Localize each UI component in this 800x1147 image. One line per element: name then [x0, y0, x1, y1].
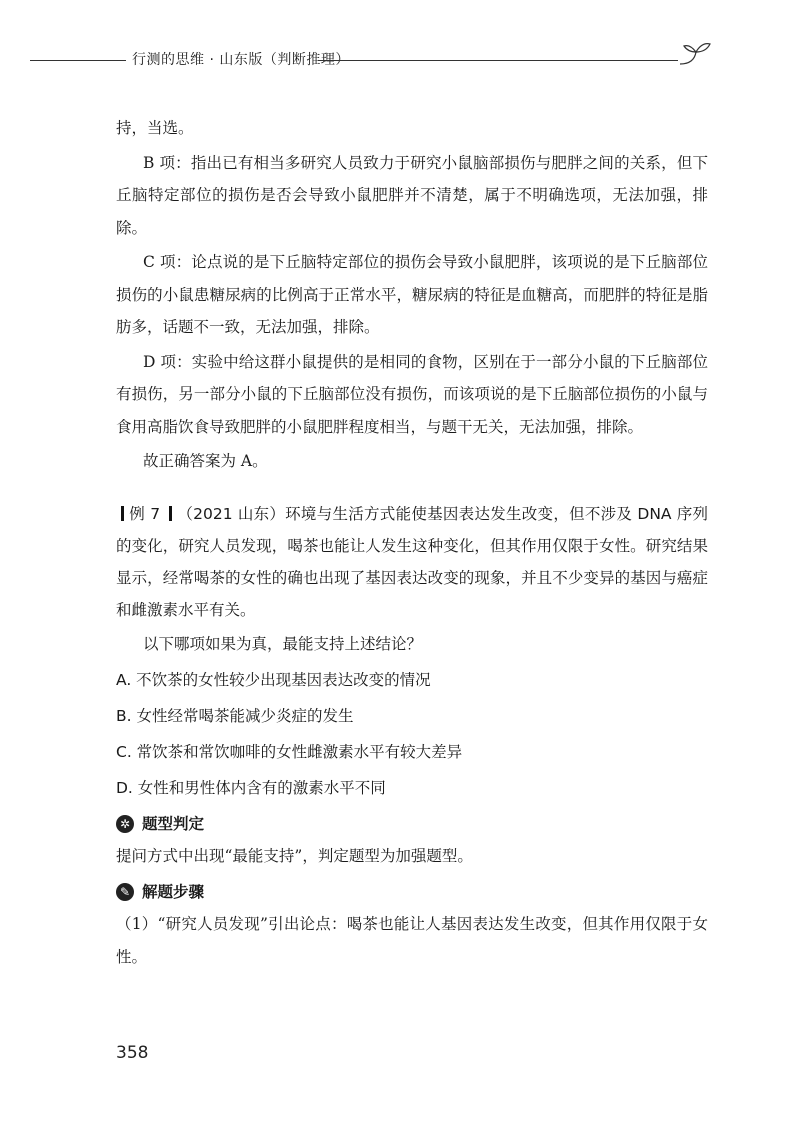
option-b: B. 女性经常喝茶能减少炎症的发生 — [116, 706, 354, 725]
section-title: 解题步骤 — [142, 883, 205, 901]
example-text: 环境与生活方式能使基因表达发生改变，但不涉及 DNA 序列的变化，研究人员发现，喝茶也能让人发生这种变化，但其作用仅限于女性。研究结果显示，经常喝茶的女性的确也出现了基因表达改变的现象，并且不少变异的基因与癌症和雌激素水平有关。 — [116, 504, 709, 619]
example-label: 例 7 — [129, 504, 161, 523]
page-content — [116, 112, 708, 975]
header-rule-left — [30, 60, 126, 61]
example-bar-left — [121, 506, 124, 521]
sprout-icon — [676, 40, 716, 68]
example-stem — [116, 498, 708, 626]
option-a: A. 不饮茶的女性较少出现基因表达改变的情况 — [116, 670, 431, 689]
paragraph-answer: 故正确答案为 A。 — [143, 452, 268, 470]
paragraph-option-c: C 项：论点说的是下丘脑特定部位的损伤会导致小鼠肥胖，该项说的是下丘脑部位损伤的小鼠患糖尿病的比例高于正常水平，糖尿病的特征是血糖高，而肥胖的特征是脂肪多，话题不一致，无法加强，排除。 — [116, 253, 708, 336]
option-c: C. 常饮茶和常饮咖啡的女性雌激素水平有较大差异 — [116, 742, 463, 761]
pencil-icon: ✎ — [116, 883, 134, 901]
paragraph: 持，当选。 — [116, 119, 194, 137]
example-bar-right — [169, 506, 172, 521]
paragraph-option-b: B 项：指出已有相当多研究人员致力于研究小鼠脑部损伤与肥胖之间的关系，但下丘脑特定部位的损伤是否会导致小鼠肥胖并不清楚，属于不明确选项，无法加强，排除。 — [116, 153, 708, 237]
section-text: （1）“研究人员发现”引出论点：喝茶也能让人基因表达发生改变，但其作用仅限于女性。 — [116, 915, 708, 966]
section-title: 题型判定 — [142, 814, 205, 833]
paragraph-option-d: D 项：实验中给这群小鼠提供的是相同的食物，区别在于一部分小鼠的下丘脑部位有损伤，另一部分小鼠的下丘脑部位没有损伤，而该项说的是下丘脑部位损伤的小鼠与食用高脂饮食导致肥胖的小鼠肥胖程度相当，与题干无关，无法加强，排除。 — [116, 352, 708, 436]
section-solution-steps — [116, 876, 708, 908]
example-block — [116, 498, 708, 804]
page-number: 358 — [116, 1043, 149, 1063]
running-header — [20, 46, 720, 76]
example-source: （2021 山东） — [177, 504, 286, 523]
header-rule-right — [318, 60, 678, 61]
gear-icon: ✲ — [116, 815, 134, 833]
option-d: D. 女性和男性体内含有的激素水平不同 — [116, 778, 386, 797]
section-text: 提问方式中出现“最能支持”，判定题型为加强题型。 — [116, 846, 473, 865]
example-question: 以下哪项如果为真，最能支持上述结论？ — [143, 634, 423, 653]
book-title: 行测的思维 · 山东版（判断推理） — [132, 52, 350, 68]
section-question-type — [116, 808, 708, 840]
